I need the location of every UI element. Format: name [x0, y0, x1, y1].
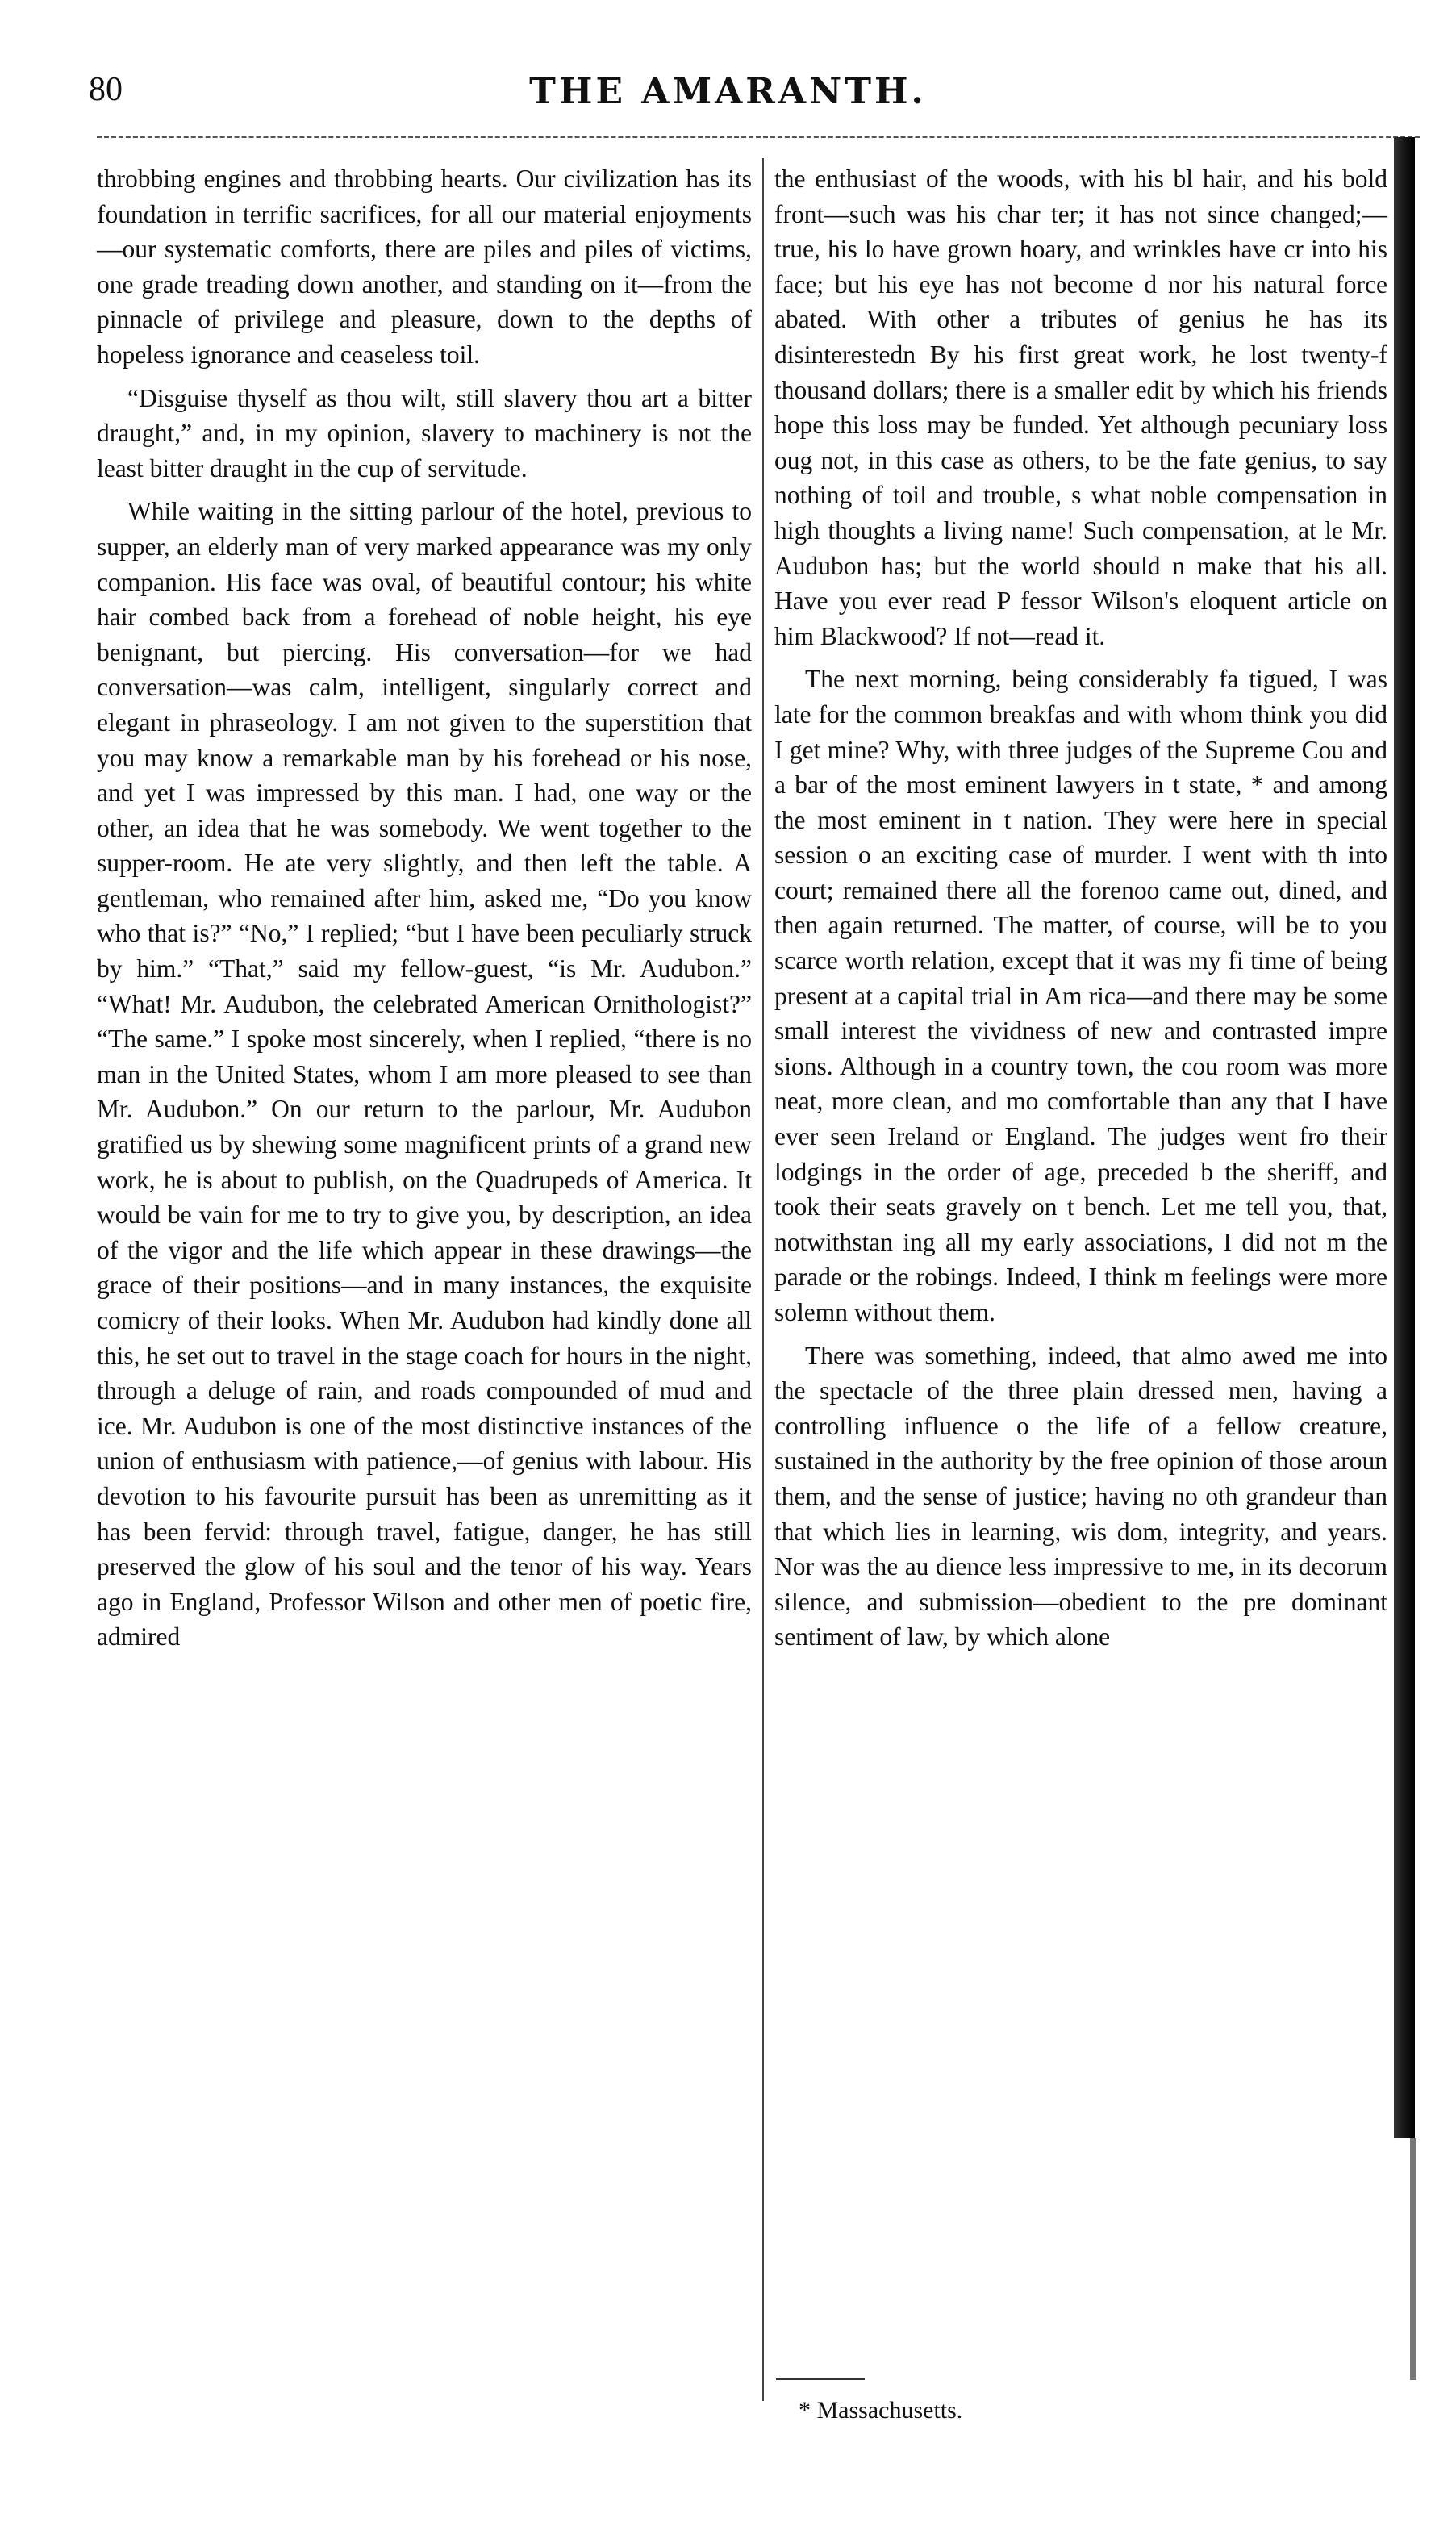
paragraph: While waiting in the sitting parlour of the hotel, previous to supper, an elderly man of very marked appearance was my only companion. His face was oval, of beautiful contour; his white hair combed back from a forehead of noble height, his eye benignant, but piercing. His conversation—for we had conversation—was calm, intelligent, singularly correct and elegant in phraseology. I am not given to the superstition that you may know a remarkable man by his forehead or his nose, and yet I was impressed by this man. I had, one way or the other, an idea that he was somebody. We went together to the supper-room. He ate very slightly, and then left the table. A gentleman, who remained after him, asked me, “Do you know who that is?” “No,” I replied; “but I have been peculiarly struck by him.” “That,” said my fellow-guest, “is Mr. Audubon.” “What! Mr. Audubon, the celebrated American Ornithologist?” “The same.” I spoke most sincerely, when I replied, “there is no man in the United States, whom I am more pleased to see than Mr. Audubon.” On our return to the parlour, Mr. Audubon gratified us by shewing some magnificent prints of a grand new work, he is about to publish, on the Quadrupeds of America. It would be vain for me to try to give you, by description, an idea of the vigor and the life which appear in these drawings—the grace of their positions—and in many instances, the exquisite comicry of their looks. When Mr. Audubon had kindly done all this, he set out to travel in the stage coach for hours in the night, through a deluge of rain, and roads compounded of mud and ice. Mr. Audubon is one of the most distinctive instances of the union of enthusiasm with patience,—of genius with labour. His devotion to his favourite pursuit has been as unremitting as it has been fervid: through travel, fatigue, danger, he has still preserved the glow of his soul and the tenor of his way. Years ago in England, Professor Wilson and other men of poetic fire, admired [97, 497, 752, 1651]
header-rule [97, 136, 1420, 138]
paragraph: “Disguise thyself as thou wilt, still slavery thou art a bitter draught,” and, in my opinion, slavery to machinery is not the least bitter draught in the cup of servitude. [97, 383, 752, 482]
binding-edge-shadow [1394, 137, 1415, 2138]
paragraph: There was something, indeed, that almo awed me into the spectacle of the three plain dressed men, having a controlling influence o the life of a fellow creature, sustained in the authority by the free opinion of those aroun them, and the sense of justice; having no oth grandeur than that which lies in learning, wis dom, integrity, and years. Nor was the au dience less impressive to me, in its decorum silence, and submission—obedient to the pre dominant sentiment of law, by which alone [774, 1341, 1387, 1651]
running-title: THE AMARANTH. [529, 71, 927, 112]
footnote: * Massachusetts. [799, 2397, 963, 2424]
paragraph: throbbing engines and throbbing hearts. Our civilization has its foundation in terrific sacrifices, for all our material enjoyments—our systematic comforts, there are piles and piles of victims, one grade treading down another, and standing on it—from the pinnacle of privilege and pleasure, down to the depths of hopeless ignorance and ceaseless toil. [97, 165, 752, 369]
column-rule [762, 158, 764, 2401]
paragraph: The next morning, being considerably fa tigued, I was late for the common breakfas and with whom think you did I get mine? Why, with three judges of the Supreme Cou and a bar of the most eminent lawyers in t state, * and among the most eminent in t nation. They were here in special session o an exciting case of murder. I went with th into court; remained there all the forenoo came out, dined, and then again returned. The matter, of course, will be to you scarce worth relation, except that it was my fi time of being present at a capital trial in Am rica—and there may be some small interest the vividness of new and contrasted impre sions. Although in a country town, the cou room was more neat, more clean, and mo comfortable than any that I have ever seen Ireland or England. The judges went fro their lodgings in the order of age, preceded b the sheriff, and took their seats gravely on t bench. Let me tell you, that, notwithstan ing all my early associations, I did not m the parade or the robings. Indeed, I think m feelings were more solemn without them. [774, 665, 1387, 1326]
binding-edge-shadow-lower [1410, 2138, 1416, 2380]
left-column [97, 161, 752, 1655]
page-number: 80 [89, 71, 123, 108]
paragraph: the enthusiast of the woods, with his bl hair, and his bold front—such was his char ter; it has not since changed;—true, his lo have grown hoary, and wrinkles have cr into his face; but his eye has not become d nor his natural force abated. With other a tributes of genius he has its disinterestedn By his first great work, he lost twenty-f thousand dollars; there is a smaller edit by which his friends hope this loss may be funded. Yet although pecuniary loss oug not, in this case as others, to be the fate genius, to say nothing of toil and trouble, s what noble compensation in high thoughts a living name! Such compensation, at le Mr. Audubon has; but the world should n make that his all. Have you ever read P fessor Wilson's eloquent article on him Blackwood? If not—read it. [774, 165, 1387, 650]
footnote-rule [776, 2378, 865, 2380]
right-column [774, 161, 1387, 1655]
